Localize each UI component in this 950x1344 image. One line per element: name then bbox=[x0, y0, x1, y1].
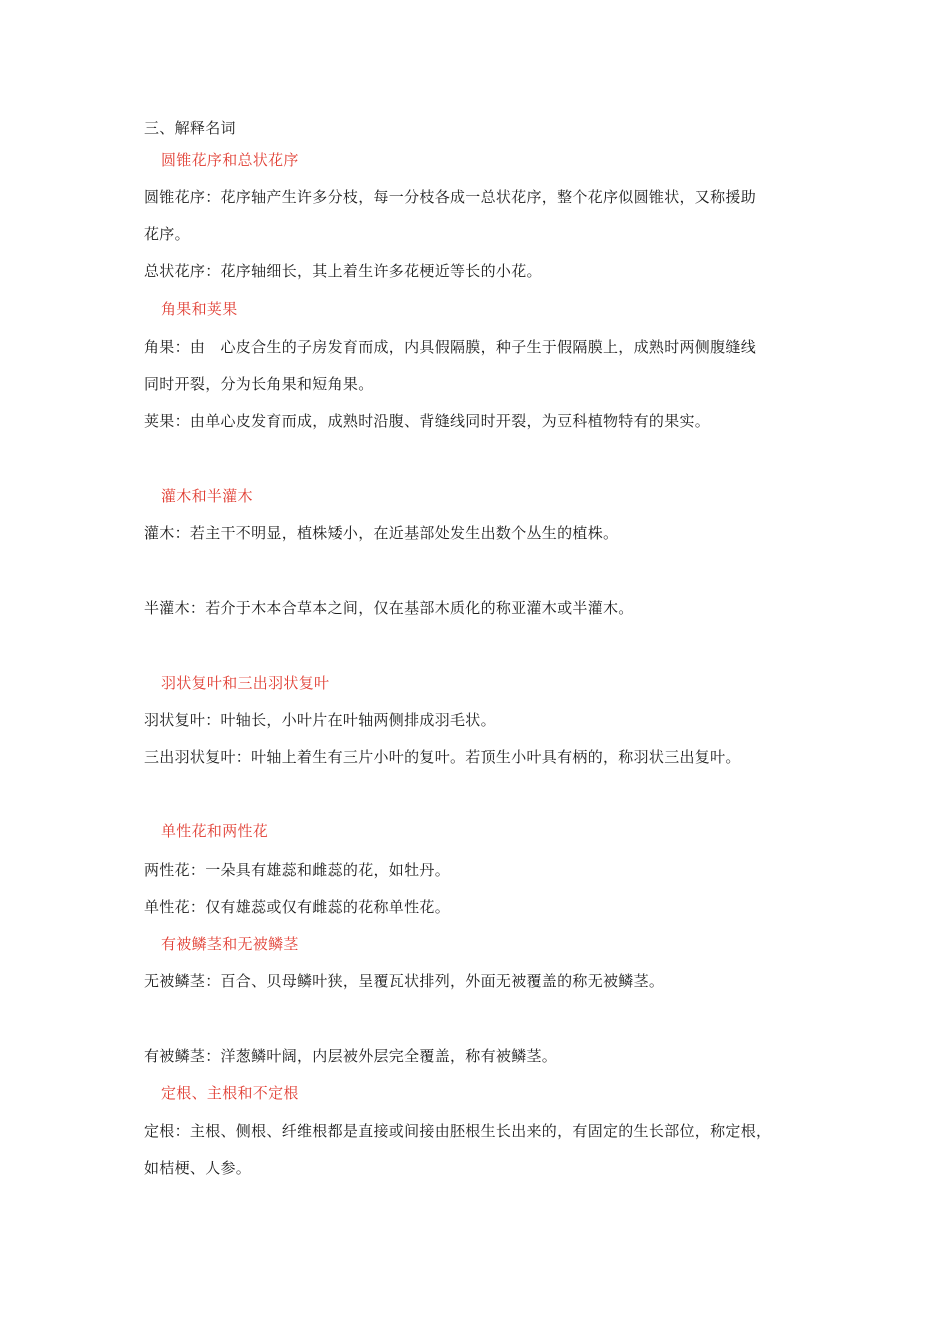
definition-line: 有被鳞茎：洋葱鳞叶阔，内层被外层完全覆盖，称有被鳞茎。 bbox=[144, 1047, 558, 1065]
term-heading: 灌木和半灌木 bbox=[161, 487, 253, 505]
definition-line: 荚果：由单心皮发育而成，成熟时沿腹、背缝线同时开裂，为豆科植物特有的果实。 bbox=[144, 412, 711, 430]
definition-line: 圆锥花序：花序轴产生许多分枝，每一分枝各成一总状花序，整个花序似圆锥状，又称援助 bbox=[144, 188, 757, 206]
definition-line: 单性花：仅有雄蕊或仅有雌蕊的花称单性花。 bbox=[144, 898, 451, 916]
term-heading: 羽状复叶和三出羽状复叶 bbox=[161, 674, 330, 692]
definition-line: 定根：主根、侧根、纤维根都是直接或间接由胚根生长出来的，有固定的生长部位，称定根， bbox=[144, 1122, 772, 1140]
term-heading: 角果和荚果 bbox=[161, 300, 238, 318]
definition-line: 羽状复叶：叶轴长，小叶片在叶轴两侧排成羽毛状。 bbox=[144, 711, 496, 729]
definition-line: 三出羽状复叶：叶轴上着生有三片小叶的复叶。若顶生小叶具有柄的，称羽状三出复叶。 bbox=[144, 748, 741, 766]
definition-line: 无被鳞茎：百合、贝母鳞叶狭，呈覆瓦状排列，外面无被覆盖的称无被鳞茎。 bbox=[144, 972, 665, 990]
definition-line: 同时开裂，分为长角果和短角果。 bbox=[144, 375, 374, 393]
definition-line: 角果：由 心皮合生的子房发育而成，内具假隔膜，种子生于假隔膜上，成熟时两侧腹缝线 bbox=[144, 338, 757, 356]
definition-line: 半灌木：若介于木本合草本之间，仅在基部木质化的称亚灌木或半灌木。 bbox=[144, 599, 634, 617]
term-heading: 定根、主根和不定根 bbox=[161, 1084, 299, 1102]
term-heading: 单性花和两性花 bbox=[161, 822, 269, 840]
term-heading: 圆锥花序和总状花序 bbox=[161, 151, 299, 169]
definition-line: 两性花：一朵具有雄蕊和雌蕊的花，如牡丹。 bbox=[144, 861, 451, 879]
section-title: 三、解释名词 bbox=[144, 119, 236, 137]
definition-line: 灌木：若主干不明显，植株矮小，在近基部处发生出数个丛生的植株。 bbox=[144, 524, 619, 542]
term-heading: 有被鳞茎和无被鳞茎 bbox=[161, 935, 299, 953]
definition-line: 花序。 bbox=[144, 225, 190, 243]
definition-line: 如桔梗、人参。 bbox=[144, 1159, 252, 1177]
definition-line: 总状花序：花序轴细长，其上着生许多花梗近等长的小花。 bbox=[144, 262, 542, 280]
